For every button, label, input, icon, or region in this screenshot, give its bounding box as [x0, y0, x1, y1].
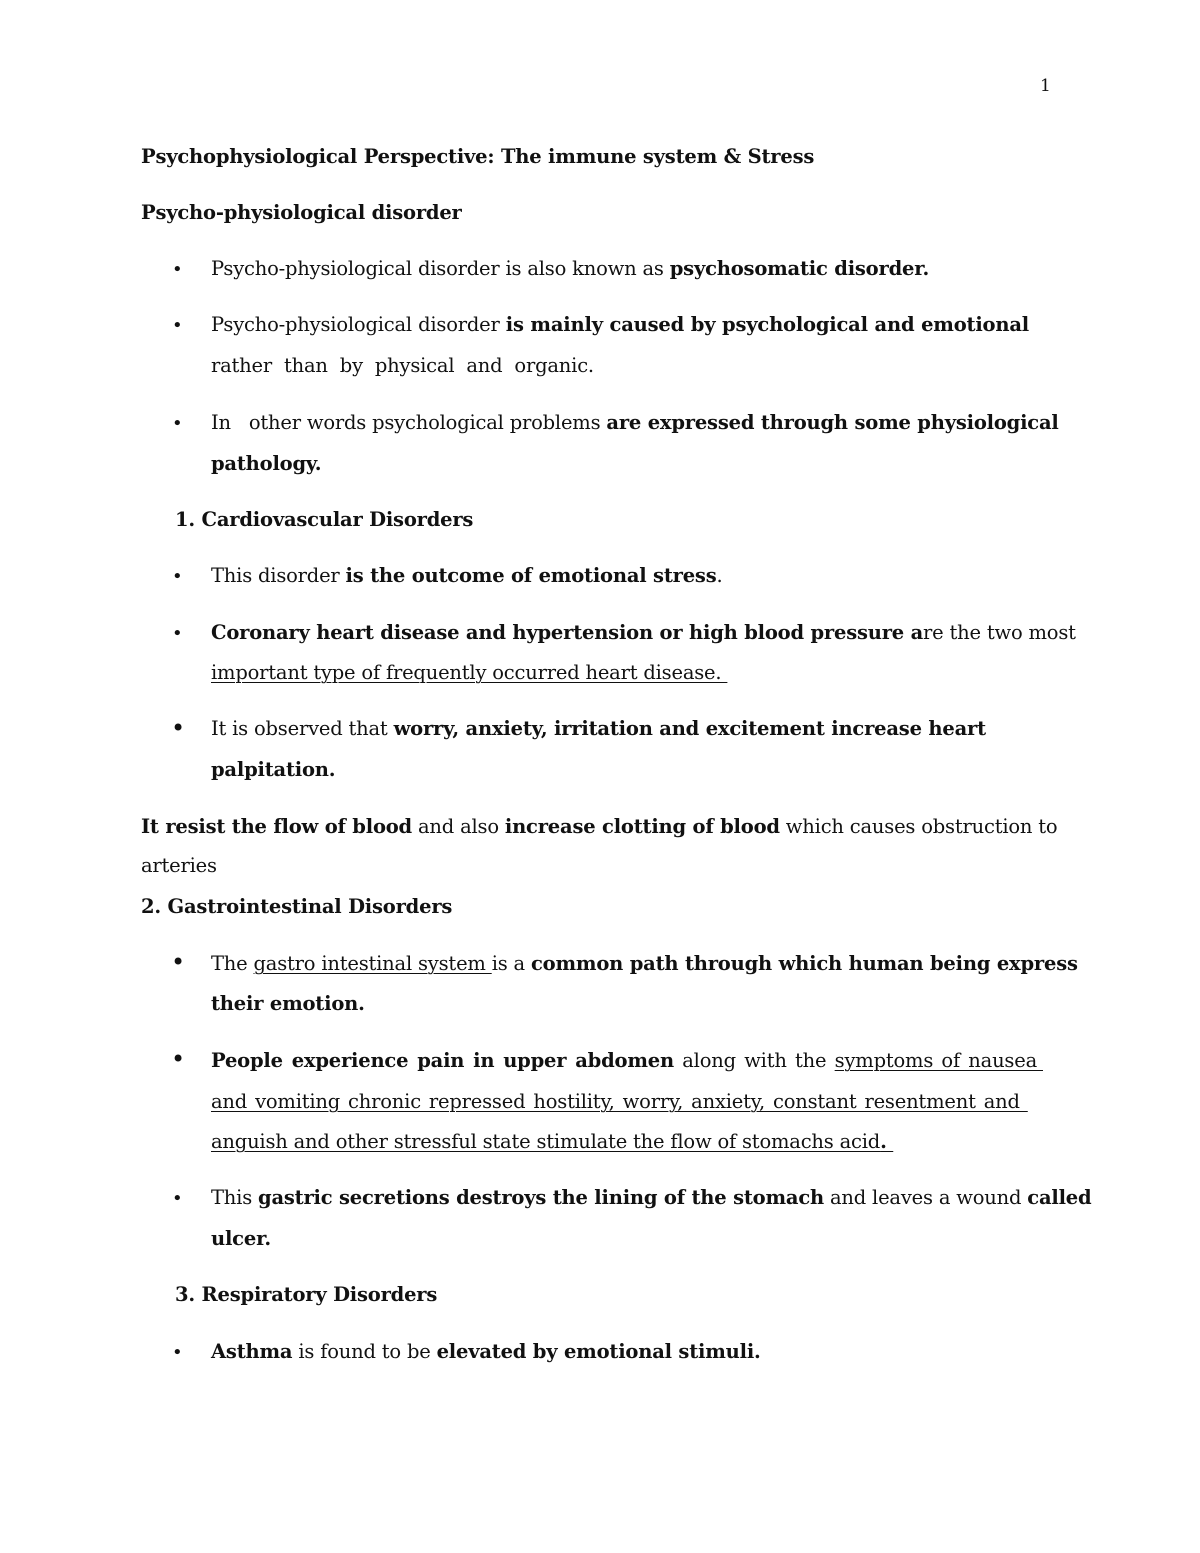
- section-1-bullet-2-line-1: Coronary heart disease and hypertension or high blood pressure are the two most: [211, 621, 1076, 644]
- intro-bullet-3-line-2: pathology.: [211, 452, 322, 475]
- section-1-paragraph-line-2: arteries: [141, 854, 217, 877]
- bullet-icon: •: [172, 315, 183, 336]
- section-2-bullet-3-line-2: ulcer.: [211, 1227, 271, 1250]
- intro-bullet-1: Psycho-physiological disorder is also known as psychosomatic disorder.: [211, 257, 930, 280]
- section-2-bullet-2-line-3: anguish and other stressful state stimulate the flow of stomachs acid.: [211, 1130, 894, 1153]
- section-1-paragraph-line-1: It resist the flow of blood and also increase clotting of blood which causes obstruction to: [141, 815, 1058, 838]
- bullet-icon: •: [171, 714, 186, 742]
- bullet-icon: •: [171, 1045, 186, 1073]
- section-2-bullet-1-line-1: The gastro intestinal system is a common path through which human being express: [211, 952, 1078, 975]
- section-3-bullet-1: Asthma is found to be elevated by emotional stimuli.: [211, 1340, 761, 1363]
- document-title: Psychophysiological Perspective: The immune system & Stress: [141, 145, 815, 168]
- page-number: 1: [1040, 76, 1051, 96]
- bullet-icon: •: [172, 1342, 183, 1363]
- section-1-bullet-2-line-2: important type of frequently occurred heart disease.: [211, 661, 728, 684]
- section-2-bullet-2-line-2: and vomiting chronic repressed hostility, worry, anxiety, constant resentment and: [211, 1090, 1028, 1113]
- section-2-bullet-2-line-1: People experience pain in upper abdomen along with the symptoms of nausea: [211, 1049, 1043, 1072]
- bullet-icon: •: [172, 259, 183, 280]
- section-2-bullet-1-line-2: their emotion.: [211, 992, 365, 1015]
- section-1-heading: 1. Cardiovascular Disorders: [175, 508, 474, 531]
- section-2-heading: 2. Gastrointestinal Disorders: [141, 895, 453, 918]
- bullet-icon: •: [172, 413, 183, 434]
- intro-bullet-2-line-1: Psycho-physiological disorder is mainly caused by psychological and emotional: [211, 313, 1029, 336]
- section-subtitle: Psycho-physiological disorder: [141, 201, 462, 224]
- section-3-heading: 3. Respiratory Disorders: [175, 1283, 438, 1306]
- intro-bullet-3-line-1: In other words psychological problems are expressed through some physiological: [211, 411, 1059, 434]
- section-2-bullet-3-line-1: This gastric secretions destroys the lining of the stomach and leaves a wound called: [211, 1186, 1092, 1209]
- bullet-icon: •: [171, 948, 186, 976]
- bullet-icon: •: [172, 623, 183, 644]
- section-1-bullet-1: This disorder is the outcome of emotional stress.: [211, 564, 723, 587]
- bullet-icon: •: [172, 1188, 183, 1209]
- section-1-bullet-3-line-2: palpitation.: [211, 758, 336, 781]
- bullet-icon: •: [172, 566, 183, 587]
- section-1-bullet-3-line-1: It is observed that worry, anxiety, irritation and excitement increase heart: [211, 717, 986, 740]
- intro-bullet-2-line-2: rather than by physical and organic.: [211, 354, 594, 377]
